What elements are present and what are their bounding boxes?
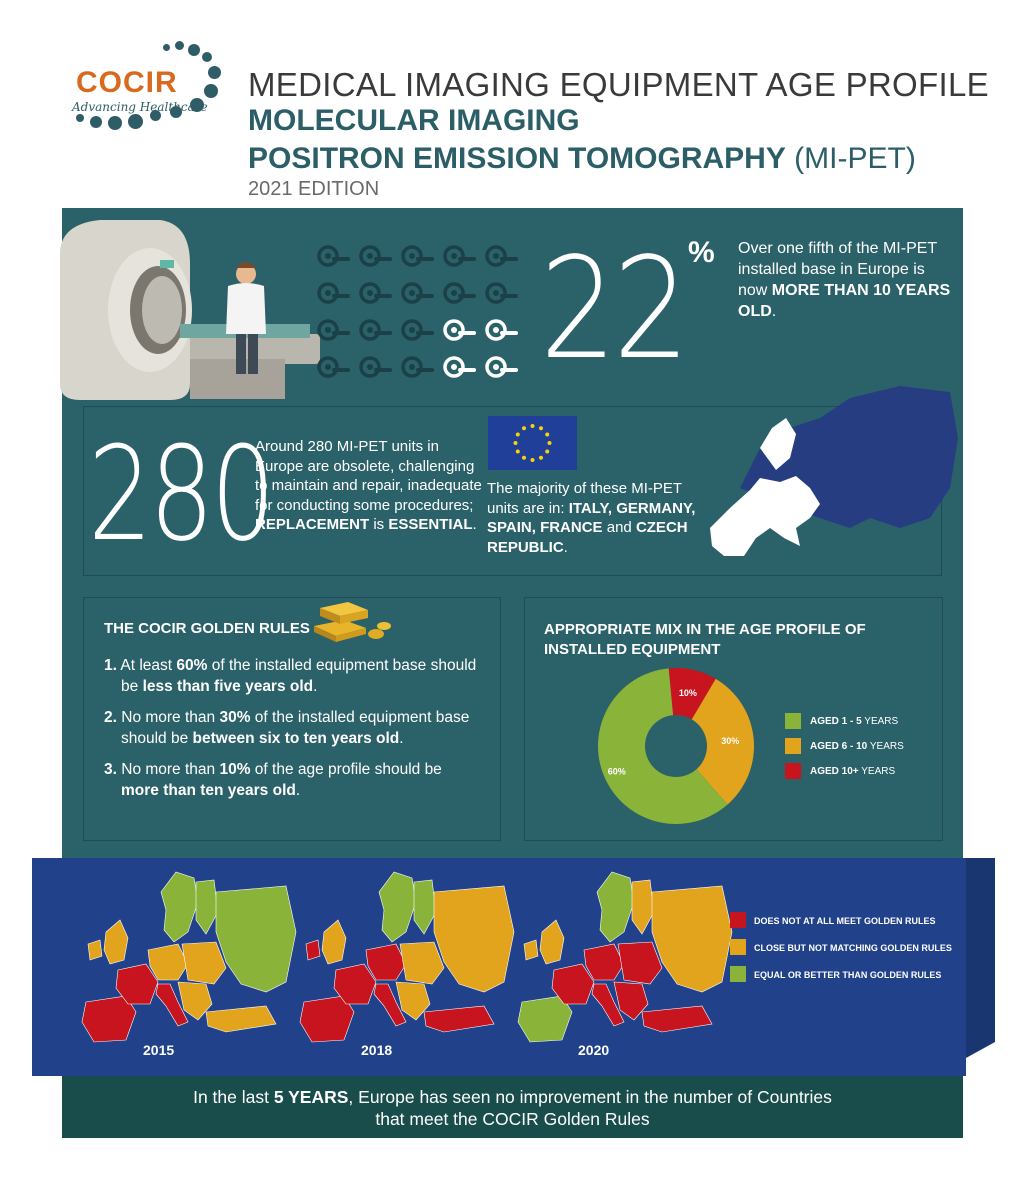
europe-map-2018 [300, 872, 514, 1042]
rule-text: should be [121, 730, 193, 747]
map-region-east [618, 942, 662, 984]
logo-tagline: Advancing Healthcare [72, 100, 208, 114]
map-region-turkey [424, 1006, 494, 1032]
rule-text: of the age profile should be [250, 761, 442, 778]
map-region-central [148, 944, 188, 980]
rule-number: 2. [104, 709, 117, 726]
map-legend-label: DOES NOT AT ALL MEET GOLDEN RULES [754, 916, 936, 926]
map-year-2020: 2020 [578, 1042, 610, 1058]
map-legend-label: EQUAL OR BETTER THAN GOLDEN RULES [754, 970, 942, 980]
rule-bold: more than ten years old [121, 782, 296, 799]
footer-rest: , Europe has seen no improvement in the number of Countries [348, 1087, 832, 1107]
countries-bold1: ITALY, GERMANY, SPAIN, FRANCE [487, 499, 696, 536]
map-year-2018: 2018 [361, 1042, 393, 1058]
stat-280-bold1: REPLACEMENT [255, 516, 370, 533]
donut-label: 30% [721, 735, 740, 746]
map-region-scandinavia [161, 872, 198, 942]
map-region-uk [540, 920, 564, 964]
map-year-2015: 2015 [143, 1042, 175, 1058]
subtitle-rest: (MI-PET) [785, 142, 916, 175]
map-region-russia [216, 886, 296, 992]
legend-rest: YEARS [861, 716, 899, 727]
stat-280-value: 280 [88, 418, 273, 570]
stat-280-text-pre: Around 280 MI-PET units in Europe are obsolete, challenging to maintain and repair, inadequate for conducting some procedures; [255, 438, 482, 514]
rule-bold: less than five years old [142, 678, 314, 695]
rule-number: 1. [104, 657, 117, 674]
subtitle-bold: POSITRON EMISSION TOMOGRAPHY [248, 142, 786, 175]
footer-text [62, 1086, 963, 1130]
map-region-ireland [88, 940, 102, 960]
stat-22-value: 22 [540, 228, 687, 391]
logo-wordmark: COCIR [76, 66, 178, 99]
map-region-scandinavia [379, 872, 416, 942]
legend-bold: AGED 6 - 10 [810, 741, 868, 752]
golden-rules-title: THE COCIR GOLDEN RULES [104, 620, 310, 637]
map-region-east [182, 942, 226, 984]
map-region-east [400, 942, 444, 984]
rule-number: 3. [104, 761, 117, 778]
footer-pre: In the last [193, 1087, 274, 1107]
rule-text: . [295, 782, 301, 799]
rule-text: At least [116, 657, 177, 674]
map-region-uk [104, 920, 128, 964]
map-region-finland [414, 880, 436, 934]
legend-bold: AGED 1 - 5 [810, 716, 862, 727]
map-region-scandinavia [597, 872, 634, 942]
map-region-finland [632, 880, 654, 934]
map-region-russia [652, 886, 732, 992]
map-region-ireland [524, 940, 538, 960]
map-region-ireland [306, 940, 320, 960]
europe-map-2015 [82, 872, 296, 1042]
europe-map-2020 [518, 872, 732, 1042]
rule-bold: 60% [176, 657, 208, 674]
rule-bold: 30% [219, 709, 251, 726]
map-region-finland [196, 880, 218, 934]
rule-bold: 10% [219, 761, 251, 778]
rule-text: of the installed equipment base should [207, 657, 477, 674]
rule-text: No more than [116, 761, 220, 778]
stat-280-post: . [472, 516, 477, 533]
countries-pre: The majority of these MI-PET units are in: [487, 480, 682, 517]
map-region-central [584, 944, 624, 980]
stat-280-bold2: ESSENTIAL [388, 516, 473, 533]
stat-280-mid: is [369, 516, 389, 533]
rule-text: No more than [116, 709, 220, 726]
legend-rest: YEARS [867, 741, 904, 752]
map-region-turkey [206, 1006, 276, 1032]
rule-text: . [399, 730, 404, 747]
stat-22-text-bold: MORE THAN 10 YEARS OLD [738, 282, 951, 320]
footer-bold: 5 YEARS [273, 1087, 349, 1107]
map-legend-swatch [730, 912, 746, 928]
edition-label: 2021 EDITION [248, 178, 380, 200]
map-region-turkey [642, 1006, 712, 1032]
map-legend-swatch [730, 966, 746, 982]
footer-line2: that meet the COCIR Golden Rules [375, 1109, 650, 1129]
map-region-uk [322, 920, 346, 964]
legend-rest: YEARS [858, 766, 896, 777]
countries-bold2: CZECH REPUBLIC [487, 519, 688, 556]
stat-22-unit: % [688, 236, 715, 269]
page-subtitle: MOLECULAR IMAGING [248, 104, 580, 137]
donut-label: 10% [678, 687, 697, 698]
legend-bold: AGED 10+ [810, 766, 859, 777]
stat-22-text-post: . [771, 303, 777, 320]
rule-bold: between six to ten years old [192, 730, 400, 747]
page-title: MEDICAL IMAGING EQUIPMENT AGE PROFILE [248, 66, 989, 103]
age-mix-title: APPROPRIATE MIX IN THE AGE PROFILE OF INSTALLED EQUIPMENT [544, 621, 866, 658]
countries-mid: and [602, 519, 636, 536]
rule-text: be [121, 678, 143, 695]
stat-22-text-pre: Over one fifth of the MI-PET installed base in Europe is now [738, 240, 937, 299]
rule-text: . [313, 678, 318, 695]
donut-label: 60% [607, 766, 626, 777]
map-legend-swatch [730, 939, 746, 955]
countries-post: . [563, 538, 568, 556]
rule-text: of the installed equipment base [250, 709, 470, 726]
map-region-russia [434, 886, 514, 992]
map-region-central [366, 944, 406, 980]
map-legend-label: CLOSE BUT NOT MATCHING GOLDEN RULES [754, 943, 952, 953]
